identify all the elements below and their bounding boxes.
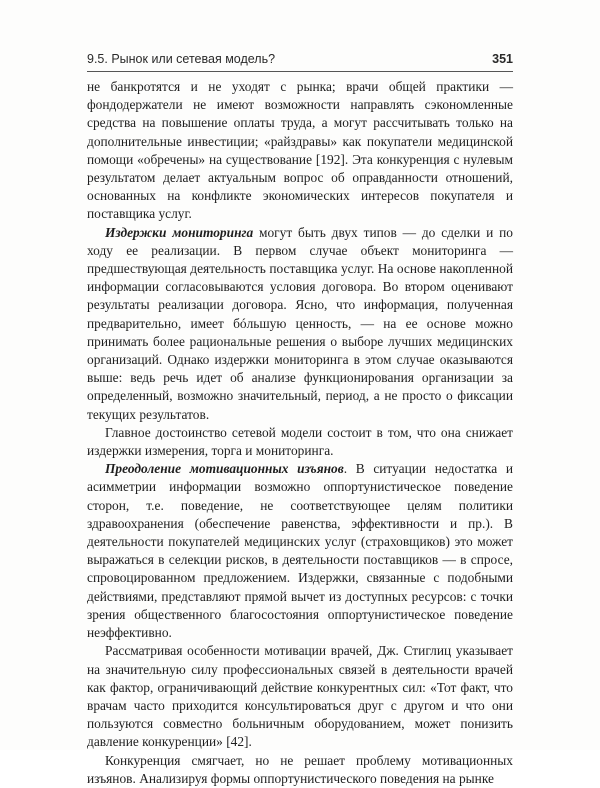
paragraph-text: Рассматривая особенности мотивации врачей, Дж. Стиглиц указывает на значительную силу профессиональных связей в деятельности врачей как фактор, ограничивающий действие конкурентных сил: «Тот факт, что врачам часто приходится консультироваться друг с другом и что они пользуются совместно больничным оборудованием, может понизить давление конкуренции» [42]. [87,643,513,750]
paragraph-monitoring-costs [87,224,513,424]
paragraph-text: . В ситуации недостатка и асимметрии информации возможно оппортунистическое поведение сторон, т.е. поведение, не соответствующее целям политики здравоохранения (обеспечение равенства, эффективности и пр.). В деятельности покупателей медицинских услуг (страховщиков) это может выражаться в селекции рисков, в деятельности поставщиков — в спросе, спровоцированном предложением. Издержки, связанные с подобными действиями, представляют прямой вычет из доступных ресурсов: с точки зрения общественного благосостояния оппортунистическое поведение неэффективно. [87,461,513,641]
page-number: 351 [492,52,513,66]
section-title: 9.5. Рынок или сетевая модель? [87,52,276,66]
body-text [87,78,513,788]
paragraph-motivational-flaws [87,460,513,642]
header-rule [87,71,513,72]
paragraph-continuation [87,78,513,224]
paragraph-network-advantage [87,424,513,460]
paragraph-stiglitz [87,642,513,751]
run-in-heading-motivation: Преодоление мотивационных изъянов [105,461,344,477]
running-head [87,52,513,70]
paragraph-text: Конкуренция смягчает, но не решает проблему мотивационных изъянов. Анализируя формы оппортунистического поведения на рынке [87,752,513,786]
paragraph-text: не банкротятся и не уходят с рынка; врачи общей практики — фондодержатели не имеют возможности направлять сэкономленные средства на повышение оплаты труда, а могут рассчитывать только на дополнительные инвестиции; «райздравы» как покупатели медицинской помощи «обречены» на существование [192]. Эта конкуренция с нулевым результатом делает актуальным вопрос об оправданности отношений, основанных на конфликте экономических интересов покупателя и поставщика услуг. [87,79,513,222]
paragraph-text: Главное достоинство сетевой модели состоит в том, что она снижает издержки измерения, торга и мониторинга. [87,424,513,459]
paragraph-competition [87,752,513,788]
paragraph-text: могут быть двух типов — до сделки и по ходу ее реализации. В первом случае объект мониторинга — предшествующая деятельность поставщика услуг. На основе накопленной информации согласовываются условия договора. Во втором оценивают результаты реализации договора. Ясно, что информация, полученная предварительно, имеет бóльшую ценность, — на ее основе можно принимать более рациональные решения о выборе лучших медицинских организаций. Однако издержки мониторинга в этом случае оказываются выше: ведь речь идет об анализе функционирования организации за определенный, возможно значительный, период, а не просто о фиксации текущих результатов. [87,224,513,422]
run-in-heading-monitoring: Издержки мониторинга [105,224,254,240]
